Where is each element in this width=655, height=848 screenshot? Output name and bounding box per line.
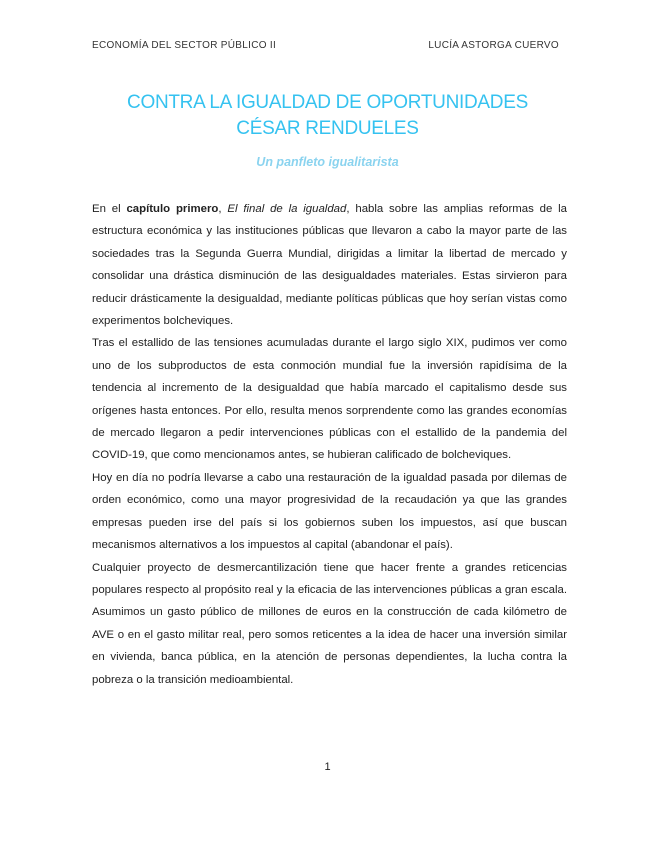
document-subtitle: Un panfleto igualitarista — [256, 155, 399, 169]
p1-text-rest: , habla sobre las amplias reformas de la estructura económica y las instituciones públicas que llevaron a cabo la mayor parte de las sociedades tras la Segunda Guerra Mundial, dirigidas a limitar la libertad de mercado y consolidar una drástica disminución de las desigualdades materiales. Estas sirvieron para reducir drásticamente la desigualdad, mediante políticas públicas que hoy serían vistas como experimentos bolcheviques. — [92, 203, 567, 328]
p1-italic-chapter-title: El final de la igualdad — [227, 203, 347, 215]
p1-text-start: En el — [92, 203, 127, 215]
p1-bold-chapter: capítulo primero — [126, 203, 219, 215]
paragraph-4: Cualquier proyecto de desmercantilización tiene que hacer frente a grandes reticencias populares respecto al propósito real y la eficacia de las intervenciones públicas a gran escala. Asumimos un gasto público de millones de euros en la construcción de cada kilómetro de AVE o en el gasto militar real, pero somos reticentes a la idea de hacer una inversión similar en vivienda, banca pública, en la atención de personas dependientes, la lucha contra la pobreza o la transición medioambiental. — [92, 561, 567, 686]
paragraph-2: Tras el estallido de las tensiones acumuladas durante el largo siglo XIX, pudimos ver como uno de los subproductos de esta conmoción mundial fue la inversión rapidísima de la tendencia al incremento de la desigualdad que había marcado el capitalismo desde sus orígenes hasta entonces. Por ello, resulta menos sorprendente como las grandes economías de mercado llegaron a pedir intervenciones públicas con el estallido de la pandemia del COVID-19, que como mencionamos antes, se hubieran calificado de bolcheviques. — [92, 337, 567, 462]
p1-comma: , — [218, 203, 228, 215]
page-header — [92, 40, 559, 51]
document-body — [92, 198, 567, 691]
document-title — [0, 90, 655, 142]
paragraph-1 — [92, 198, 567, 332]
page-number: 1 — [324, 761, 331, 773]
title-line-2: CÉSAR RENDUELES — [236, 118, 419, 139]
paragraph-3: Hoy en día no podría llevarse a cabo una restauración de la igualdad pasada por dilemas de orden económico, como una mayor progresividad de la recaudación ya que las grandes empresas pueden irse del país si los gobiernos suben los impuestos, así que buscan mecanismos alternativos a los impuestos al capital (abandonar el país). — [92, 471, 567, 552]
title-line-1: CONTRA LA IGUALDAD DE OPORTUNIDADES — [127, 92, 528, 113]
header-author: LUCÍA ASTORGA CUERVO — [428, 40, 559, 51]
header-course: ECONOMÍA DEL SECTOR PÚBLICO II — [92, 40, 277, 51]
